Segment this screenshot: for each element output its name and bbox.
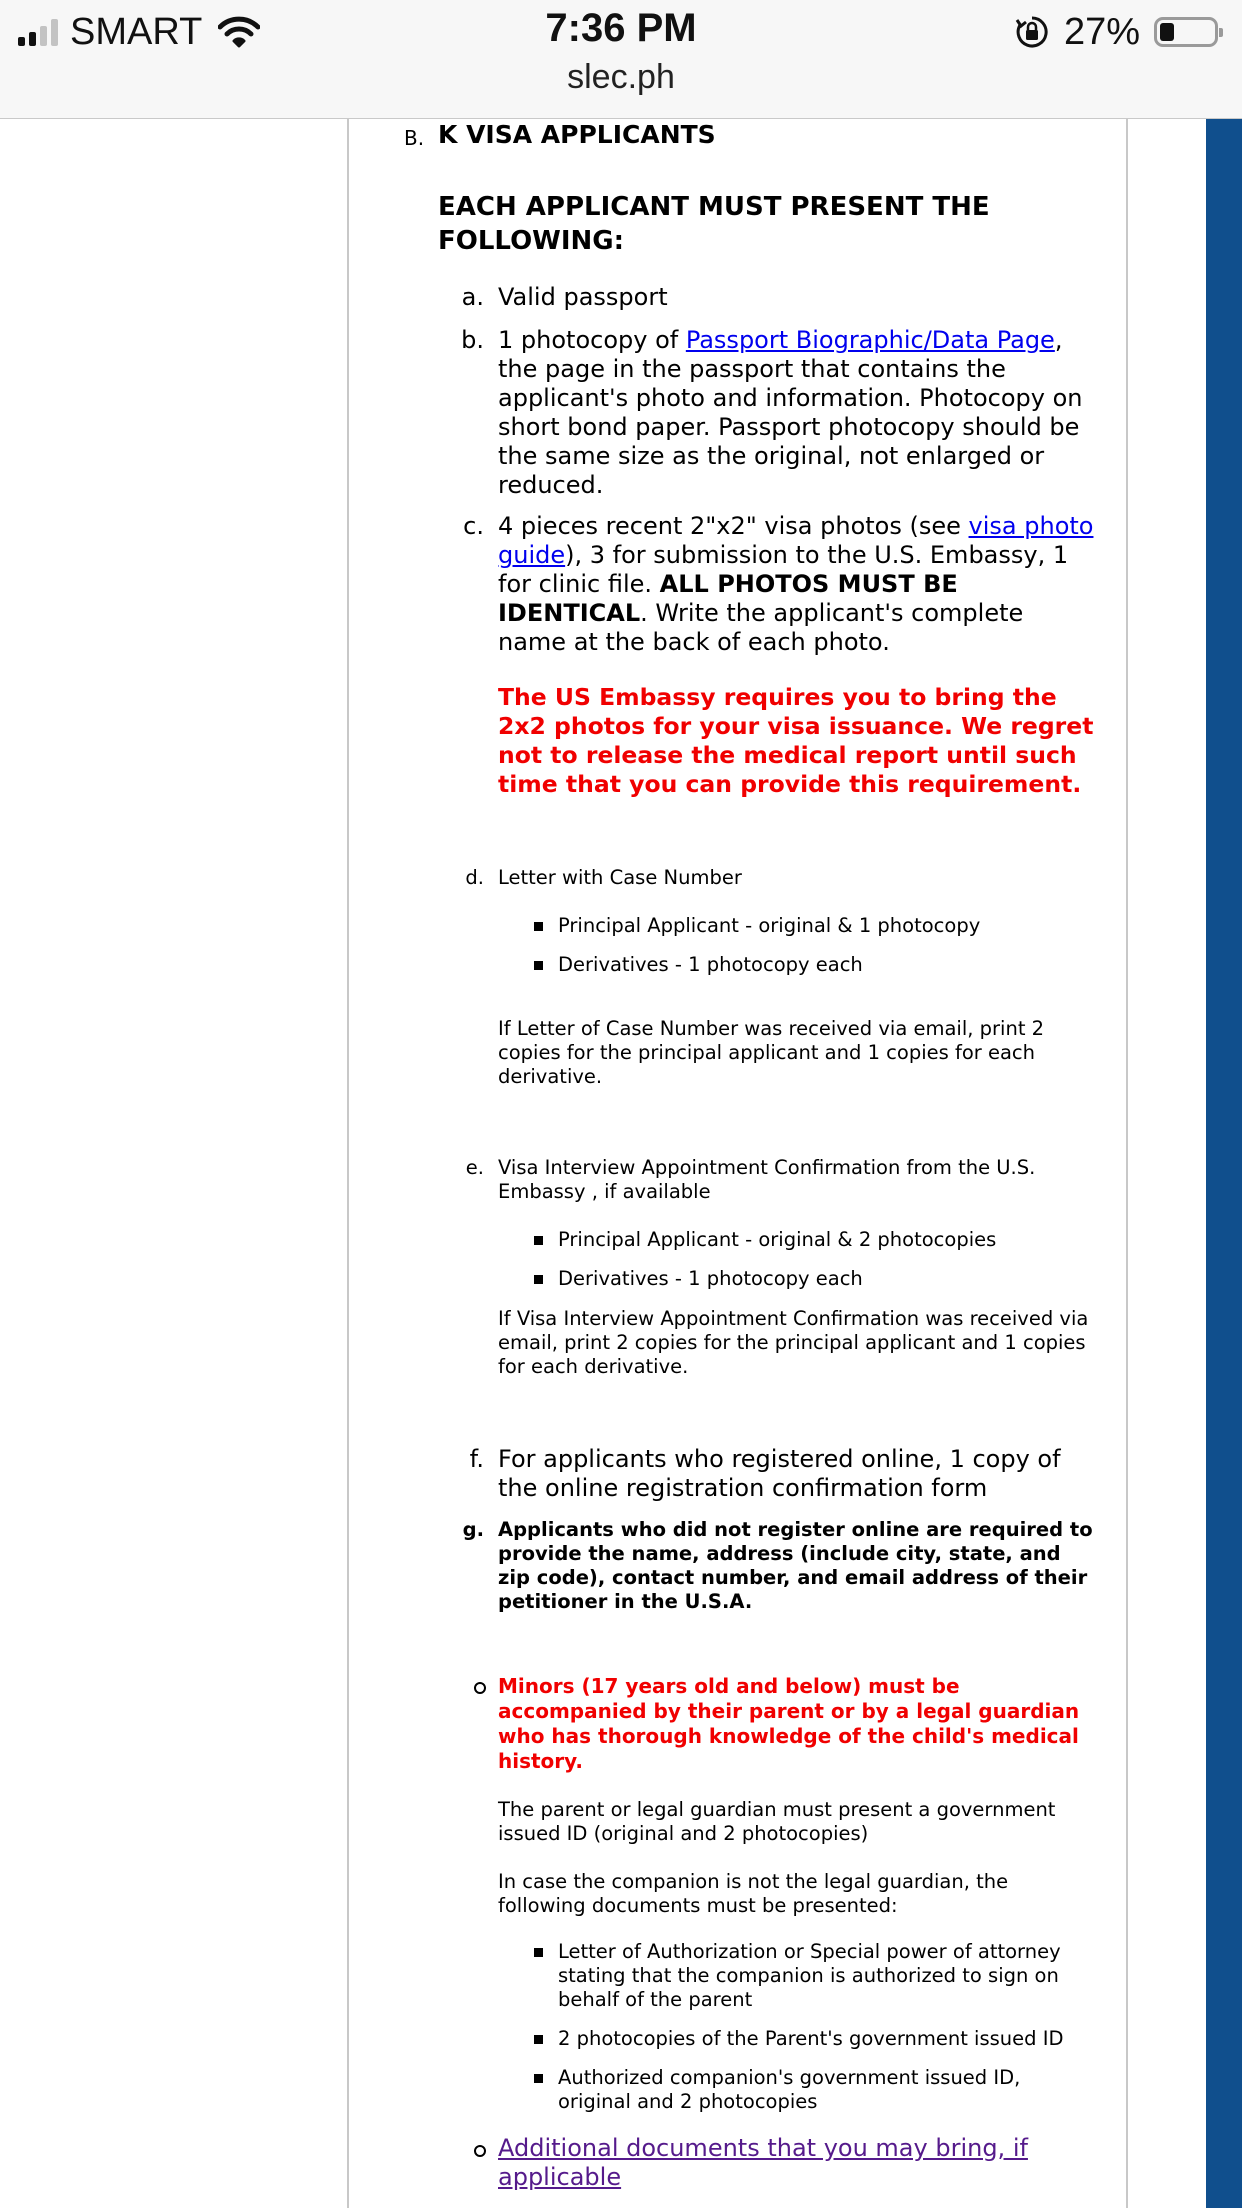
battery-percentage: 27%: [1063, 10, 1140, 53]
item-b-text: [498, 326, 1098, 500]
item-c-bold: ALL PHOTOS MUST BE IDENTICAL: [498, 570, 958, 627]
status-right: [1014, 10, 1218, 54]
minors-companion-paragraph: In case the companion is not the legal guardian, the following documents must be presented:: [498, 1870, 1009, 1917]
requirements-heading: EACH APPLICANT MUST PRESENT THE FOLLOWING:: [438, 192, 990, 256]
item-a-text: Valid passport: [498, 283, 668, 311]
address-bar-url[interactable]: slec.ph: [567, 58, 675, 96]
bullet-square: [534, 1948, 543, 1957]
bullet-square: [534, 1275, 543, 1284]
item-b-suffix: , the page in the passport that contains the applicant's photo and information. Photocopy on short bond paper. Passport photocopy should be the same size as the original, not enlarged or reduced.: [498, 326, 1083, 499]
item-d-text: Letter with Case Number: [498, 866, 742, 889]
item-f-text: For applicants who registered online, 1 copy of the online registration confirmation form: [498, 1445, 1061, 1502]
item-marker-e: e.: [465, 1156, 484, 1179]
additional-documents-link[interactable]: Additional documents that you may bring, if applicable: [498, 2134, 1028, 2191]
minors-bullet-3: Authorized companion's government issued ID, original and 2 photocopies: [558, 2066, 1021, 2113]
item-d-bullet-1: Principal Applicant - original & 1 photocopy: [558, 914, 981, 937]
minors-warning: Minors (17 years old and below) must be accompanied by their parent or by a legal guardian who has thorough knowledge of the child's medical history.: [498, 1674, 1080, 1773]
photo-warning: The US Embassy requires you to bring the 2x2 photos for your visa issuance. We regret not to release the medical report until such time that you can provide this requirement.: [498, 683, 1094, 798]
carrier-name: SMART: [70, 10, 203, 53]
item-d-bullet-2: Derivatives - 1 photocopy each: [558, 953, 863, 976]
bullet-circle: [474, 2145, 486, 2157]
bullet-square: [534, 1236, 543, 1245]
item-marker-c: c.: [463, 512, 484, 540]
item-marker-a: a.: [461, 283, 484, 311]
item-e-text: Visa Interview Appointment Confirmation from the U.S. Embassy , if available: [498, 1156, 1036, 1203]
status-bar: [0, 0, 1242, 119]
bullet-circle: [474, 1682, 486, 1694]
item-c-text: [498, 512, 1098, 657]
bullet-square: [534, 961, 543, 970]
bullet-square: [534, 922, 543, 931]
right-accent-bar: [1206, 119, 1242, 2208]
additional-docs-line: [498, 2134, 1098, 2192]
minors-bullet-1: Letter of Authorization or Special power of attorney stating that the companion is authorized to sign on behalf of the parent: [558, 1940, 1061, 2011]
item-marker-d: d.: [465, 866, 484, 889]
bullet-square: [534, 2035, 543, 2044]
item-d-note: If Letter of Case Number was received via email, print 2 copies for the principal applicant and 1 copies for each derivative.: [498, 1017, 1045, 1088]
item-marker-g: g.: [462, 1518, 484, 1541]
section-letter: B.: [404, 126, 425, 150]
item-b-prefix: 1 photocopy of: [498, 326, 686, 354]
item-c-suffix: . Write the applicant's complete name at the back of each photo.: [498, 599, 1024, 656]
visa-photo-guide-link[interactable]: visa photo guide: [498, 512, 1094, 569]
orientation-lock-icon: [1014, 14, 1050, 50]
passport-biographic-page-link[interactable]: Passport Biographic/Data Page: [685, 326, 1055, 354]
minors-id-paragraph: The parent or legal guardian must present a government issued ID (original and 2 photocopies): [498, 1798, 1056, 1845]
section-title: K VISA APPLICANTS: [438, 120, 716, 149]
item-e-bullet-2: Derivatives - 1 photocopy each: [558, 1267, 863, 1290]
battery-icon: [1154, 17, 1218, 47]
bullet-square: [534, 2074, 543, 2083]
item-g-text: Applicants who did not register online are required to provide the name, address (include city, state, and zip code), contact number, and email address of their petitioner in the U.S.A.: [498, 1518, 1093, 1613]
item-e-note: If Visa Interview Appointment Confirmation was received via email, print 2 copies for the principal applicant and 1 copies for each derivative.: [498, 1307, 1089, 1378]
clock: 7:36 PM: [545, 6, 697, 50]
item-marker-b: b.: [461, 326, 484, 354]
item-marker-f: f.: [469, 1445, 484, 1473]
item-c-middle: ), 3 for submission to the U.S. Embassy, 1 for clinic file.: [498, 541, 1069, 598]
minors-bullet-2: 2 photocopies of the Parent's government issued ID: [558, 2027, 1064, 2050]
item-e-bullet-1: Principal Applicant - original & 2 photocopies: [558, 1228, 997, 1251]
item-c-prefix: 4 pieces recent 2"x2" visa photos (see: [498, 512, 969, 540]
